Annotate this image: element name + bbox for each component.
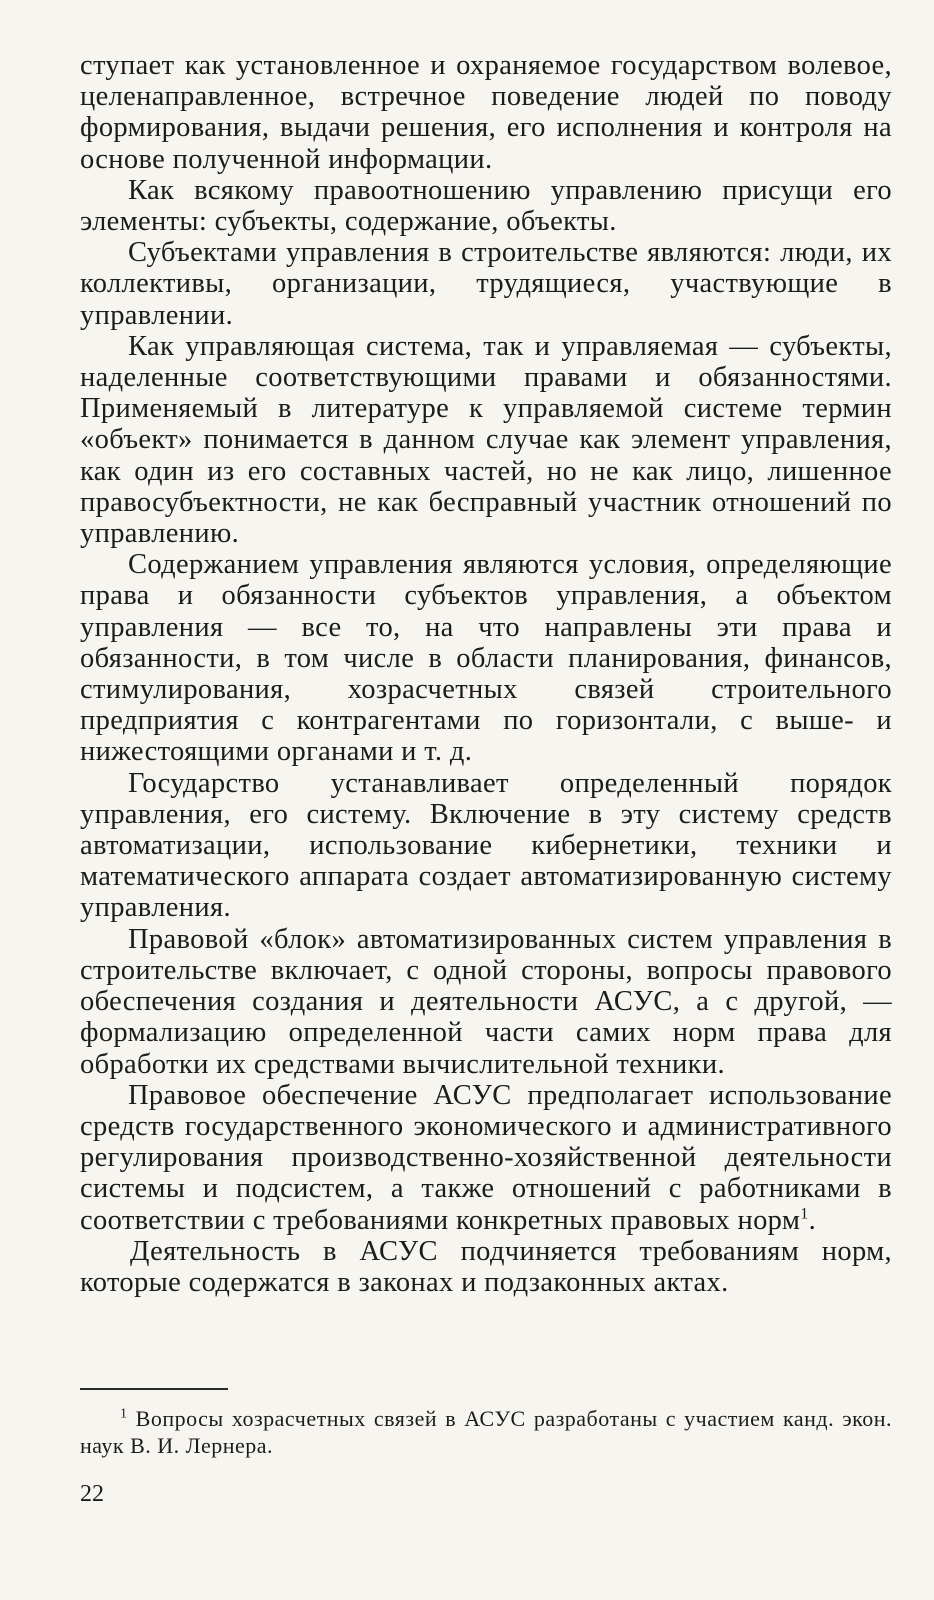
paragraph: Как управляющая система, так и управляемая — субъекты, наделенные соответствующими правами и обязанностями. Применяемый в литературе к управляемой системе термин «объект» понимается в данном случае как элемент управления, как один из его составных частей, но не как лицо, лишенное правосубъектности, не как бесправный участник отношений по управлению. <box>80 330 892 550</box>
paragraph: Деятельность в АСУС подчиняется требованиям норм, которые содержатся в законах и подзаконных актах. <box>80 1235 892 1298</box>
paragraph: Правовой «блок» автоматизированных систем управления в строительстве включает, с одной стороны, вопросы правового обеспечения создания и деятельности АСУС, а с другой, — формализацию определенной части самих норм права для обработки их средствами вычислительной техники. <box>80 923 892 1080</box>
paragraph-with-footnote: Правовое обеспечение АСУС предполагает использование средств государственного экономического и административного регулирования производственно-хозяйственной деятельности системы и подсистем, а также отношений с работниками в соответствии с требованиями конкретных правовых норм$^1$. <box>80 1079 892 1236</box>
paragraph: Как всякому правоотношению управлению присущи его элементы: субъекты, содержание, объекты. <box>80 174 892 238</box>
paragraph: Содержанием управления являются условия, определяющие права и обязанности субъектов управления, а объектом управления — все то, на что направлены эти права и обязанности, в том числе в области планирования, финансов, стимулирования, хозрасчетных связей строительного предприятия с контрагентами по горизонтали, с выше- и нижестоящими органами и т. д. <box>80 549 892 768</box>
paragraph-text: Правовое обеспечение АСУС предполагает использование средств государственного экономического и административного регулирования производственно-хозяйственной деятельности системы и подсистем, а также отношений с работниками в соответствии с требованиями конкретных правовых норм <box>80 1079 892 1236</box>
main-text <box>80 50 892 1298</box>
footnote <box>80 1405 892 1459</box>
paragraph: Государство устанавливает определенный порядок управления, его систему. Включение в эту систему средств автоматизации, использование кибернетики, техники и математического аппарата создает автоматизированную систему управления. <box>80 767 892 924</box>
footnote-marker: 1 <box>120 1406 128 1422</box>
paragraph: Субъектами управления в строительстве являются: люди, их коллективы, организации, трудящиеся, участвующие в управлении. <box>80 237 892 331</box>
page-number: 22 <box>80 1481 104 1507</box>
footnote-reference: 1 <box>800 1205 809 1223</box>
footnote-separator <box>80 1388 228 1390</box>
footnote-text: Вопросы хозрасчетных связей в АСУС разработаны с участием канд. экон. наук В. И. Лернера. <box>80 1406 892 1458</box>
paragraph-continued: ступает как установленное и охраняемое государством волевое, целенаправленное, встречное поведение людей по поводу формирования, выдачи решения, его исполнения и контроля на основе полученной информации. <box>80 50 892 175</box>
